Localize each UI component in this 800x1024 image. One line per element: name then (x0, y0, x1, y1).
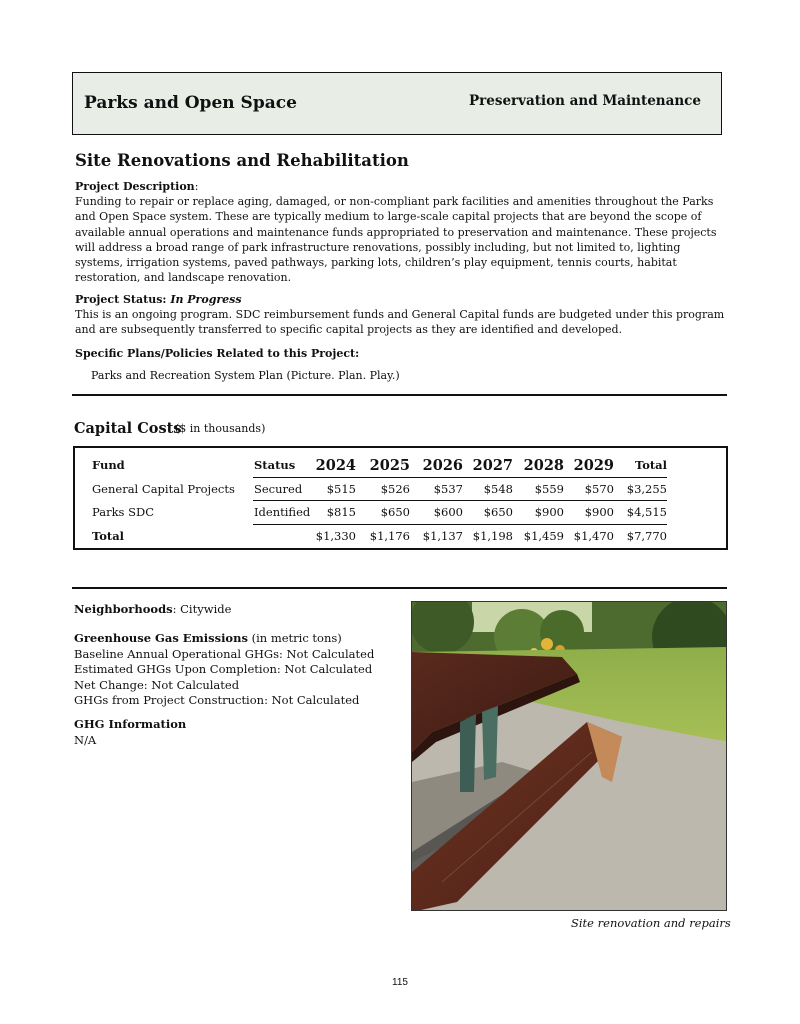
row-value: $650 (380, 505, 410, 519)
ghg-info-value: N/A (74, 732, 97, 747)
grand-total: $7,770 (626, 529, 667, 543)
ghg-unit: (in metric tons) (251, 631, 342, 645)
header-2025: 2025 (369, 457, 410, 474)
header-2029: 2029 (573, 457, 614, 474)
total-label: Total (92, 529, 125, 543)
capital-costs-title: Capital Costs (74, 420, 182, 437)
row-value: $559 (534, 482, 564, 496)
row-status: Secured (254, 482, 303, 496)
row-value: $537 (433, 482, 463, 496)
ghg-line: GHGs from Project Construction: Not Calculated (74, 693, 360, 707)
total-value: $1,470 (573, 529, 614, 543)
project-description: Project Description: Funding to repair or replace aging, damaged, or non-compliant park facilities and amenities throughout the Parks and Open Space system. These are typically medium to large-scale capital projects that are beyond the scope of available annual operations and maintenance funds appropriated to preservation and maintenance. These projects will address a broad range of park infrastructure renovations, possibly including, but not limited to, lighting systems, irrigation systems, paved pathways, parking lots, children’s play equipment, tennis courts, habitat restoration, and landscape renovation. (75, 180, 717, 285)
description-label: Project Description (75, 180, 195, 193)
department-title: Parks and Open Space (84, 93, 297, 113)
photo-caption: Site renovation and repairs (571, 916, 731, 930)
capital-costs-table (73, 446, 728, 550)
total-value: $1,459 (523, 529, 564, 543)
total-value: $1,176 (369, 529, 410, 543)
total-value: $1,330 (315, 529, 356, 543)
ghg-label: Greenhouse Gas Emissions (74, 631, 248, 645)
status-value: In Progress (170, 293, 242, 306)
project-title: Site Renovations and Rehabilitation (75, 151, 409, 170)
row-value: $650 (483, 505, 513, 519)
status-label: Project Status (75, 293, 163, 306)
row-rule (253, 524, 667, 525)
header-2024: 2024 (315, 457, 356, 474)
divider (72, 587, 727, 589)
row-total: $4,515 (626, 505, 667, 519)
ghg-line: Baseline Annual Operational GHGs: Not Calculated (74, 646, 375, 661)
header-status: Status (254, 458, 296, 472)
row-value: $900 (584, 505, 614, 519)
row-fund: General Capital Projects (92, 482, 235, 496)
row-value: $815 (326, 505, 356, 519)
header-rule (253, 477, 667, 478)
header-total: Total (634, 458, 667, 472)
total-value: $1,198 (472, 529, 513, 543)
capital-costs-unit: ($ in thousands) (175, 422, 266, 435)
header-2026: 2026 (422, 457, 463, 474)
section-header (72, 72, 722, 135)
row-value: $548 (483, 482, 513, 496)
row-value: $515 (326, 482, 356, 496)
ghg-line: Estimated GHGs Upon Completion: Not Calculated (74, 662, 373, 676)
ghg-section (74, 631, 374, 709)
divider (72, 394, 727, 396)
row-rule (253, 500, 667, 501)
neighborhoods: Neighborhoods: Citywide (74, 602, 232, 616)
row-value: $570 (584, 482, 614, 496)
picnic-table-image (412, 602, 727, 911)
row-total: $3,255 (626, 482, 667, 496)
project-status: Project Status: In Progress This is an ongoing program. SDC reimbursement funds and General Capital funds are budgeted under this program and are subsequently transferred to specific capital projects as they are identified and developed. (75, 293, 725, 337)
row-value: $600 (433, 505, 463, 519)
plans-label: Specific Plans/Policies Related to this Project: (75, 347, 360, 360)
status-text: This is an ongoing program. SDC reimbursement funds and General Capital funds are budgeted under this program and are subsequently transferred to specific capital projects as they are identified and developed. (75, 308, 725, 337)
plans-item: Parks and Recreation System Plan (Picture. Plan. Play.) (91, 369, 400, 382)
neighborhoods-value: Citywide (180, 602, 232, 616)
neighborhoods-label: Neighborhoods (74, 602, 173, 616)
header-2027: 2027 (472, 457, 513, 474)
program-title: Preservation and Maintenance (469, 93, 701, 109)
description-text: Funding to repair or replace aging, damaged, or non-compliant park facilities and amenities throughout the Parks and Open Space system. These are typically medium to large-scale capital projects that are beyond the scope of available annual operations and maintenance funds appropriated to preservation and maintenance. These projects will address a broad range of park infrastructure renovations, possibly including, but not limited to, lighting systems, irrigation systems, paved pathways, parking lots, children’s play equipment, tennis courts, habitat restoration, and landscape renovation. (75, 195, 717, 285)
ghg-info (74, 717, 186, 748)
total-value: $1,137 (422, 529, 463, 543)
header-fund: Fund (92, 458, 125, 472)
row-status: Identified (254, 505, 311, 519)
row-fund: Parks SDC (92, 505, 154, 519)
page-number: 115 (392, 977, 408, 988)
ghg-line: Net Change: Not Calculated (74, 677, 240, 692)
header-2028: 2028 (523, 457, 564, 474)
row-value: $526 (380, 482, 410, 496)
row-value: $900 (534, 505, 564, 519)
ghg-info-label: GHG Information (74, 717, 187, 731)
project-photo (411, 601, 727, 911)
